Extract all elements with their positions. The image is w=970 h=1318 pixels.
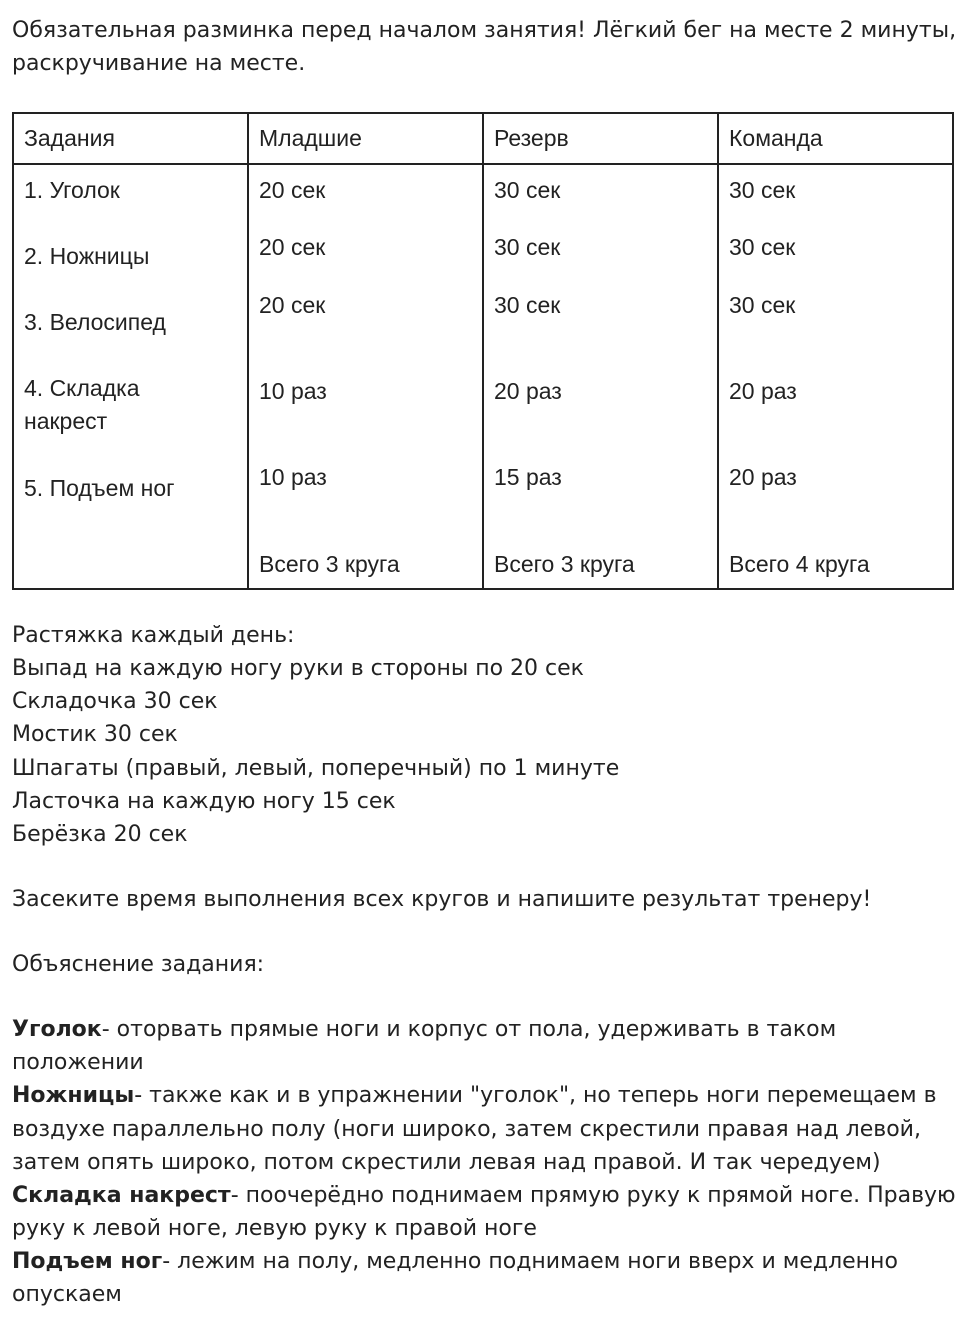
term: Уголок [12, 1017, 102, 1042]
explain-line: положении [12, 1050, 144, 1075]
col-header-tasks: Задания [24, 125, 115, 151]
explain-ugolok [12, 1013, 836, 1046]
stretch-item: Складочка 30 сек [12, 689, 218, 714]
stretch-item: Ласточка на каждую ногу 15 сек [12, 789, 396, 814]
rezerv-cell: 30 сек [494, 177, 561, 203]
explain-line: затем опять широко, потом скрестили левая над правой. И так чередуем) [12, 1150, 881, 1175]
intro-line-2: раскручивание на месте. [12, 51, 306, 76]
stretch-title: Растяжка каждый день: [12, 623, 295, 648]
term: Подъем ног [12, 1249, 163, 1274]
task-cell: 2. Ножницы [24, 243, 150, 269]
stretch-item: Шпагаты (правый, левый, поперечный) по 1 минуте [12, 756, 620, 781]
task-cell: 1. Уголок [24, 177, 120, 203]
definition: - оторвать прямые ноги и корпус от пола, удерживать в таком [101, 1017, 837, 1042]
komanda-cell: 30 сек [729, 234, 796, 260]
explain-line: руку к левой ноге, левую руку к правой ноге [12, 1216, 537, 1241]
komanda-total: Всего 4 круга [729, 551, 870, 577]
col-header-rezerv: Резерв [494, 125, 569, 151]
komanda-cell: 30 сек [729, 292, 796, 318]
mladshie-cell: 20 сек [259, 292, 326, 318]
rezerv-total: Всего 3 круга [494, 551, 635, 577]
intro-line-1: Обязательная разминка перед началом занятия! Лёгкий бег на месте 2 минуты, [12, 18, 957, 43]
explain-line: опускаем [12, 1282, 122, 1307]
rezerv-cell: 15 раз [494, 464, 562, 490]
mladshie-cell: 20 сек [259, 234, 326, 260]
stretch-item: Мостик 30 сек [12, 722, 178, 747]
explain-podem [12, 1245, 898, 1278]
komanda-cell: 20 раз [729, 378, 797, 404]
mladshie-cell: 10 раз [259, 378, 327, 404]
explain-title: Объяснение задания: [12, 952, 265, 977]
mladshie-total: Всего 3 круга [259, 551, 400, 577]
term: Складка накрест [12, 1183, 231, 1208]
rezerv-cell: 30 сек [494, 292, 561, 318]
definition: - поочерёдно поднимаем прямую руку к прямой ноге. Правую [230, 1183, 956, 1208]
task-cell: 3. Велосипед [24, 309, 166, 335]
definition: - также как и в упражнении "уголок", но теперь ноги перемещаем в [134, 1083, 937, 1108]
rezerv-cell: 20 раз [494, 378, 562, 404]
komanda-cell: 30 сек [729, 177, 796, 203]
mladshie-cell: 20 сек [259, 177, 326, 203]
task-cell: накрест [24, 408, 108, 434]
stretch-item: Берёзка 20 сек [12, 822, 188, 847]
task-cell: 4. Складка [24, 375, 140, 401]
col-header-mladshie: Младшие [259, 125, 362, 151]
definition: - лежим на полу, медленно поднимаем ноги вверх и медленно [162, 1249, 898, 1274]
col-header-komanda: Команда [729, 125, 823, 151]
explain-nozhnitsy [12, 1079, 937, 1112]
mladshie-cell: 10 раз [259, 464, 327, 490]
rezerv-cell: 30 сек [494, 234, 561, 260]
komanda-cell: 20 раз [729, 464, 797, 490]
timing-note: Засеките время выполнения всех кругов и напишите результат тренеру! [12, 887, 872, 912]
exercise-table [12, 112, 954, 590]
term: Ножницы [12, 1083, 135, 1108]
explain-skladka [12, 1179, 956, 1212]
task-cell: 5. Подъем ног [24, 475, 175, 501]
stretch-item: Выпад на каждую ногу руки в стороны по 20 сек [12, 656, 584, 681]
explain-line: воздухе параллельно полу (ноги широко, затем скрестили правая над левой, [12, 1117, 921, 1142]
